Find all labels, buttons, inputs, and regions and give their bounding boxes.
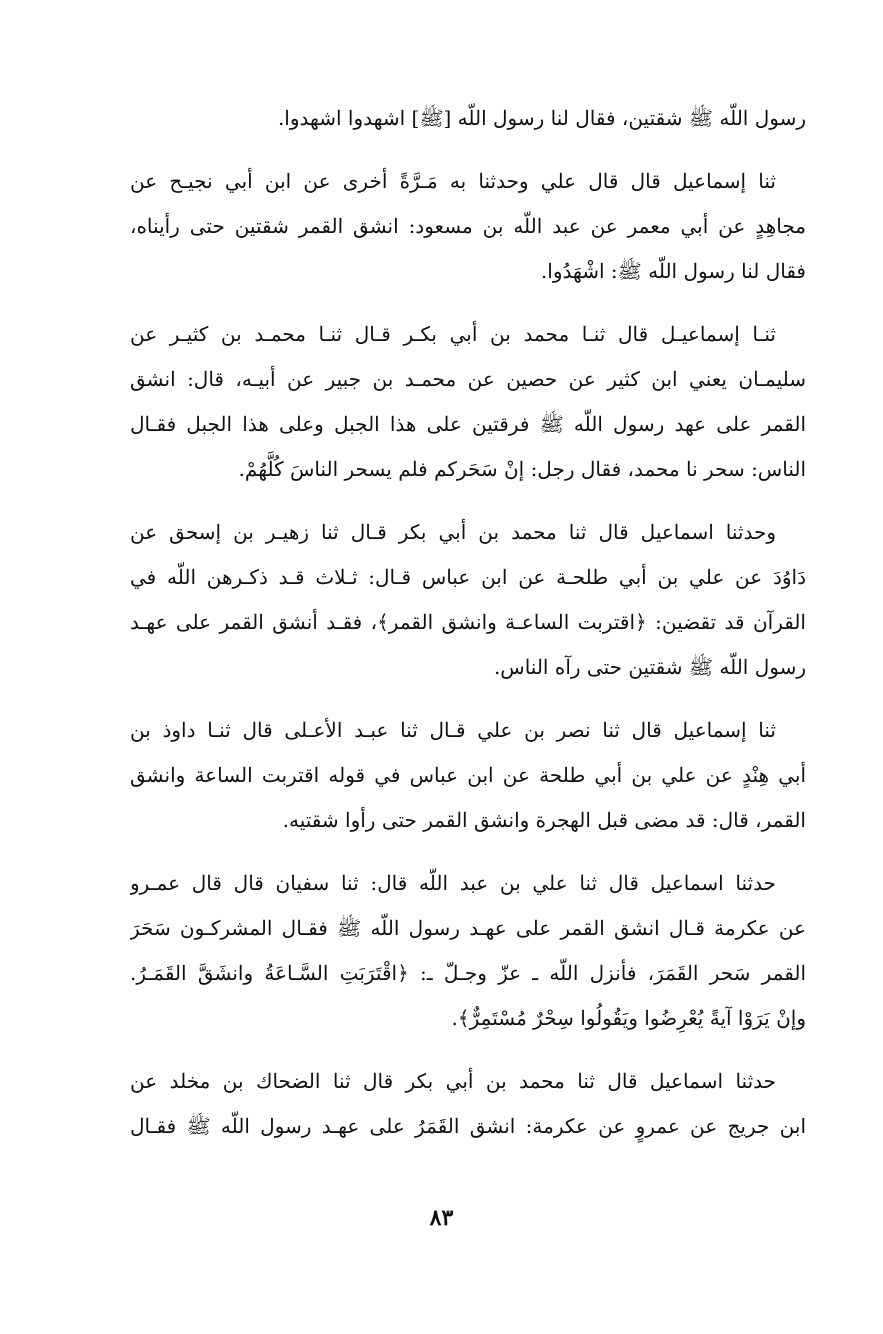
text-line: الناس: سحر نا محمد، فقال رجل: إنْ سَحَركم فلم يسحر الناسَ كُلَّهُمْ.: [238, 457, 806, 481]
text-line: فقال لنا رسول اللّه ﷺ: اشْهَدُوا.: [540, 259, 806, 283]
text-line: سليمـان يعني ابن كثير عن حصين عن محمـد بن جبير عن أبيـه، قال: انشق: [130, 367, 806, 391]
text-line: وحدثنا اسماعيل قال ثنا محمد بن أبي بكر قـال ثنا زهيـر بن إسحق عن: [130, 520, 776, 544]
text-line: ابن جريج عن عمروٍ عن عكرمة: انشق القَمَرُ على عهـد رسول اللّه ﷺ فقـال: [130, 1114, 806, 1138]
text-line: دَاوُدَ عن علي بن أبي طلحـة عن ابن عباس قـال: ثـلاث قـد ذكـرهن اللّه في: [130, 565, 806, 589]
paragraph-1: [130, 96, 806, 141]
text-line: عن عكرمة قـال انشق القمر على عهـد رسول اللّه ﷺ فقـال المشركـون سَحَرَ: [130, 916, 806, 940]
text-line: ثنا إسماعيل قال ثنا نصر بن علي قـال ثنا عبـد الأعـلى قال ثنـا داوذ بن: [130, 718, 776, 742]
text-line: القمر سَحر القَمَرَ، فأنزل اللّه ـ عزّ وجـلّ ـ: ﴿اقْتَرَبَتِ السَّـاعَةُ وانشَقَّ القَمَـرُ.: [130, 961, 806, 985]
text-line: رسول اللّه ﷺ شقتين حتى رآه الناس.: [493, 655, 806, 679]
paragraph-5: [130, 708, 806, 843]
text-line: القرآن قد تقضين: ﴿اقتربت الساعـة وانشق القمر﴾، فقـد أنشق القمر على عهـد: [130, 610, 806, 634]
text-line: القمر، قال: قد مضى قبل الهجرة وانشق القمر حتى رأوا شقتيه.: [282, 808, 806, 832]
text-line: حدثنا اسماعيل قال ثنا محمد بن أبي بكر قال ثنا الضحاك بن مخلد عن: [130, 1069, 776, 1093]
text-line: مجاهِدٍ عن أبي معمر عن عبد اللّه بن مسعود: انشق القمر شقتين حتى رأيناه،: [130, 214, 806, 238]
paragraph-3: [130, 312, 806, 492]
document-page: [130, 96, 806, 1167]
text-line: ثنا إسماعيل قال قال علي وحدثنا به مَـرَّةً أخرى عن ابن أبي نجيـح عن: [130, 169, 776, 193]
paragraph-4: [130, 510, 806, 690]
text-line: رسول اللّه ﷺ شقتين، فقال لنا رسول اللّه [ﷺ] اشهدوا اشهدوا.: [277, 106, 806, 130]
text-line: حدثنا اسماعيل قال ثنا علي بن عبد اللّه قال: ثنا سفيان قال قال عمـرو: [130, 871, 776, 895]
text-line: أبي هِنْدٍ عن علي بن أبي طلحة عن ابن عباس في قوله اقتربت الساعة وانشق: [130, 763, 806, 787]
page-number: ٨٣: [429, 1205, 454, 1231]
text-line: وإنْ يَرَوْا آيةً يُعْرِضُوا ويَقُولُوا سِحْرٌ مُسْتَمِرٌّ﴾.: [451, 1006, 806, 1030]
text-line: القمر على عهد رسول اللّه ﷺ فرقتين على هذا الجبل وعلى هذا الجبل فقـال: [130, 412, 806, 436]
paragraph-6: [130, 861, 806, 1041]
paragraph-7: [130, 1059, 806, 1149]
paragraph-2: [130, 159, 806, 294]
text-line: ثنـا إسماعيـل قال ثنـا محمد بن أبي بكـر قـال ثنـا محمـد بن كثيـر عن: [130, 322, 776, 346]
